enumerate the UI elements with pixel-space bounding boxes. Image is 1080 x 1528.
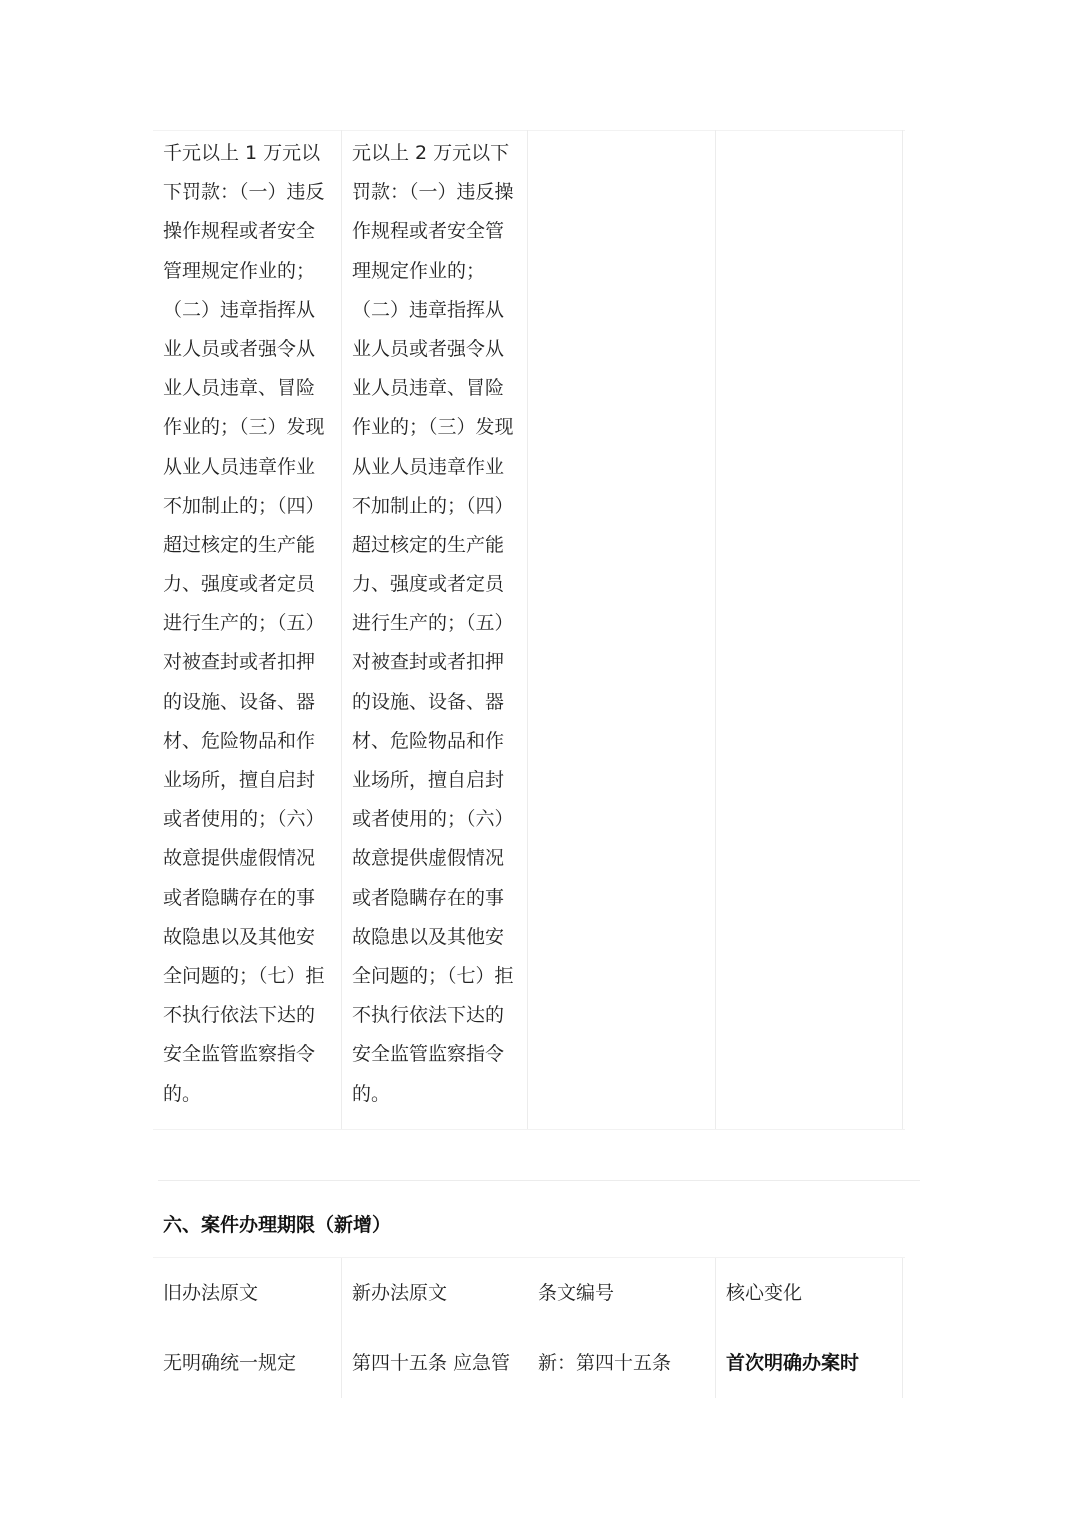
new-text-line: 安全监管监察指令 [352,1043,505,1066]
new-text-line: 或者使用的；（六） [352,808,514,831]
new-text-column [341,130,527,1130]
cell-article-number: 新：第四十五条 [538,1352,672,1374]
new-text-line: 超过核定的生产能 [352,533,505,556]
core-change-column [715,130,903,1130]
header-old-text: 旧办法原文 [163,1282,259,1304]
new-text-line: 不执行依法下达的 [352,1004,505,1027]
old-text-line: 业场所，擅自启封 [163,769,316,791]
old-text-line: 安全监管监察指令 [163,1043,316,1066]
section-title: 六、案件办理期限（新增） [163,1214,392,1236]
old-text-line: 进行生产的；（五） [163,612,325,635]
article-number-column [527,130,715,1130]
old-text-line: 千元以上 1 万元以 [163,142,321,164]
new-text-line: 作规程或者安全管 [352,220,505,243]
old-text-line: 或者隐瞒存在的事 [163,886,316,909]
new-text-line: （二）违章指挥从 [352,298,505,321]
table-bottom-border [153,1129,905,1130]
old-text-line: 力、强度或者定员 [163,573,316,596]
old-text-line: 业人员违章、冒险 [163,377,316,400]
cell-new-text: 第四十五条 应急管 [352,1352,511,1374]
new-text-line: 力、强度或者定员 [352,573,505,596]
new-text-line: 理规定作业的； [352,259,486,282]
new-text-line: 对被查封或者扣押 [352,651,505,674]
cell-old-text: 无明确统一规定 [163,1352,297,1374]
new-text-line: 从业人员违章作业 [352,455,505,478]
new-text-line: 故意提供虚假情况 [352,847,505,870]
new-text-line: 作业的；（三）发现 [352,416,514,439]
old-text-line: 作业的；（三）发现 [163,416,325,439]
old-text-column [153,130,341,1130]
new-text-line: 罚款：（一）违反操 [352,181,514,204]
old-text-line: 全问题的；（七）拒 [163,964,325,987]
table-column-change [715,1258,903,1398]
old-text-line: 的。 [163,1082,202,1105]
new-text-line: 业场所，擅自启封 [352,769,505,791]
new-text-line: 全问题的；（七）拒 [352,964,514,987]
old-text-line: 的设施、设备、器 [163,690,316,713]
header-article-number: 条文编号 [538,1282,615,1304]
new-text-line: 的。 [352,1082,391,1105]
section-divider [158,1180,920,1181]
new-text-cell [352,130,514,1110]
case-deadline-table [153,1257,905,1398]
old-text-line: 操作规程或者安全 [163,220,316,243]
old-text-line: 对被查封或者扣押 [163,651,316,674]
old-text-line: 或者使用的；（六） [163,808,325,831]
penalty-comparison-table [153,130,905,1130]
old-text-line: 从业人员违章作业 [163,455,316,478]
old-text-line: 业人员或者强令从 [163,337,316,360]
new-text-line: 业人员或者强令从 [352,337,505,360]
old-text-line: （二）违章指挥从 [163,298,316,321]
new-text-line: 的设施、设备、器 [352,690,505,713]
new-text-line: 不加制止的；（四） [352,494,514,517]
old-text-line: 管理规定作业的； [163,259,316,282]
old-text-line: 故意提供虚假情况 [163,847,316,870]
old-text-line: 超过核定的生产能 [163,533,316,556]
table-column-article [527,1258,715,1398]
new-text-line: 元以上 2 万元以下 [352,142,510,164]
new-text-line: 故隐患以及其他安 [352,925,505,948]
old-text-line: 材、危险物品和作 [163,729,316,752]
old-text-line: 不加制止的；（四） [163,494,325,517]
header-core-change: 核心变化 [726,1282,803,1304]
new-text-line: 或者隐瞒存在的事 [352,886,505,909]
old-text-line: 下罚款：（一）违反 [163,181,325,204]
old-text-line: 故隐患以及其他安 [163,925,316,948]
new-text-line: 材、危险物品和作 [352,729,505,752]
old-text-cell [163,130,325,1110]
new-text-line: 进行生产的；（五） [352,612,514,635]
old-text-line: 不执行依法下达的 [163,1004,316,1027]
new-text-line: 业人员违章、冒险 [352,377,505,400]
cell-core-change: 首次明确办案时 [726,1352,860,1374]
table-column-old [153,1258,341,1398]
header-new-text: 新办法原文 [352,1282,448,1304]
table-column-new [341,1258,527,1398]
